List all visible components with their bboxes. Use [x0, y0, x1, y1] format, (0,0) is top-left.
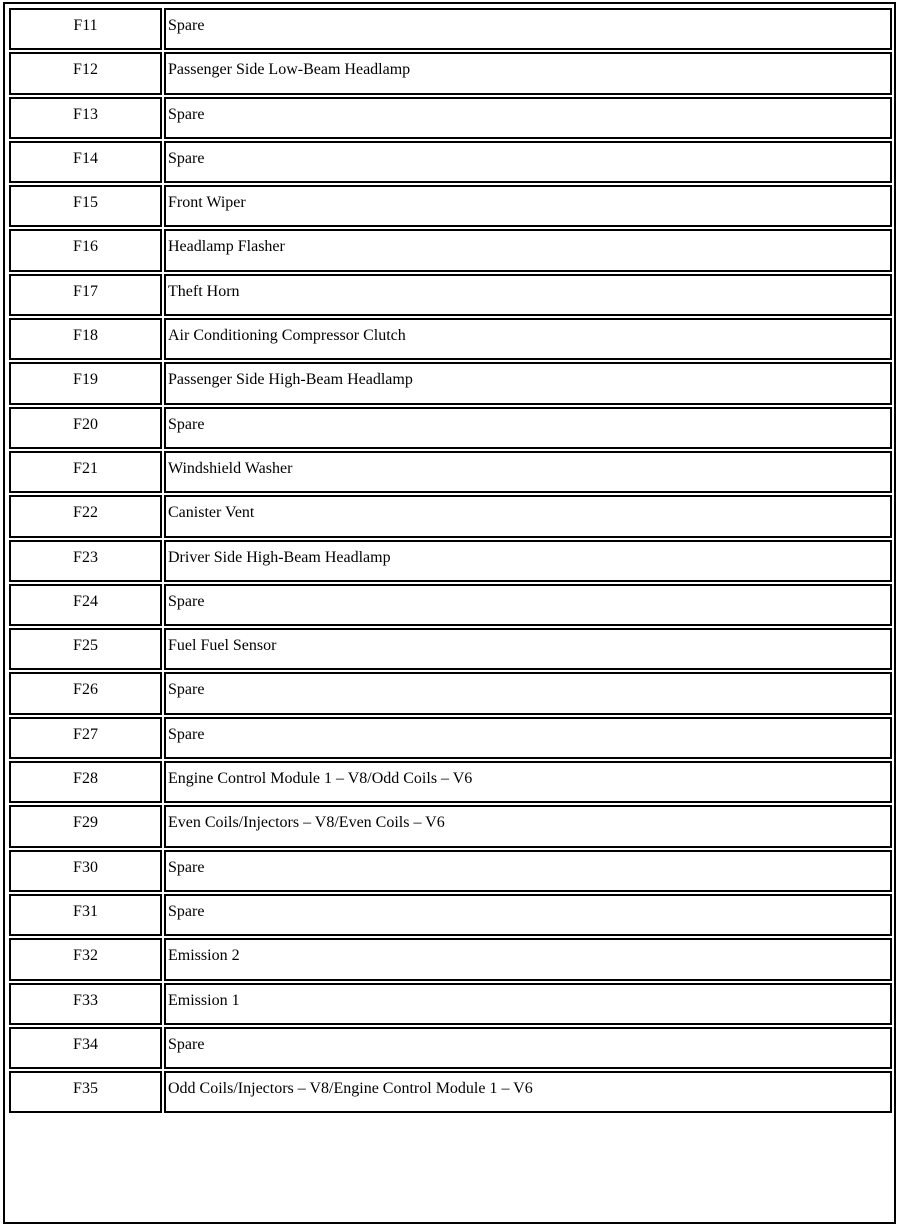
table-row: [9, 318, 892, 360]
table-row: [9, 584, 892, 626]
fuse-description-cell: Front Wiper: [164, 185, 892, 227]
table-row: [9, 451, 892, 493]
fuse-description-cell: Spare: [164, 407, 892, 449]
fuse-id-cell: F15: [9, 185, 162, 227]
table-row: [9, 97, 892, 139]
fuse-id-cell: F18: [9, 318, 162, 360]
table-row: [9, 938, 892, 980]
fuse-description-cell: Emission 1: [164, 983, 892, 1025]
fuse-id-cell: F17: [9, 274, 162, 316]
table-row: [9, 717, 892, 759]
table-row: [9, 628, 892, 670]
fuse-id-cell: F12: [9, 52, 162, 94]
fuse-id-cell: F31: [9, 894, 162, 936]
table-row: [9, 495, 892, 537]
table-row: [9, 672, 892, 714]
table-row: [9, 407, 892, 449]
fuse-description-cell: Fuel Fuel Sensor: [164, 628, 892, 670]
fuse-table-body: [9, 8, 892, 1113]
fuse-table-frame: [3, 2, 896, 1224]
table-row: [9, 8, 892, 50]
fuse-description-cell: Headlamp Flasher: [164, 229, 892, 271]
table-row: [9, 185, 892, 227]
fuse-description-cell: Passenger Side Low-Beam Headlamp: [164, 52, 892, 94]
fuse-description-cell: Theft Horn: [164, 274, 892, 316]
table-row: [9, 805, 892, 847]
fuse-table: [7, 6, 894, 1115]
table-row: [9, 1027, 892, 1069]
fuse-id-cell: F25: [9, 628, 162, 670]
fuse-description-cell: Spare: [164, 8, 892, 50]
fuse-id-cell: F22: [9, 495, 162, 537]
fuse-description-cell: Canister Vent: [164, 495, 892, 537]
fuse-id-cell: F20: [9, 407, 162, 449]
fuse-description-cell: Odd Coils/Injectors – V8/Engine Control Module 1 – V6: [164, 1071, 892, 1113]
table-row: [9, 52, 892, 94]
fuse-id-cell: F30: [9, 850, 162, 892]
fuse-id-cell: F14: [9, 141, 162, 183]
fuse-description-cell: Engine Control Module 1 – V8/Odd Coils – V6: [164, 761, 892, 803]
fuse-description-cell: Spare: [164, 717, 892, 759]
fuse-description-cell: Spare: [164, 850, 892, 892]
fuse-description-cell: Emission 2: [164, 938, 892, 980]
fuse-id-cell: F21: [9, 451, 162, 493]
fuse-id-cell: F16: [9, 229, 162, 271]
fuse-id-cell: F33: [9, 983, 162, 1025]
table-row: [9, 229, 892, 271]
fuse-description-cell: Spare: [164, 894, 892, 936]
table-row: [9, 761, 892, 803]
table-row: [9, 850, 892, 892]
fuse-id-cell: F24: [9, 584, 162, 626]
fuse-description-cell: Spare: [164, 1027, 892, 1069]
fuse-description-cell: Windshield Washer: [164, 451, 892, 493]
fuse-id-cell: F32: [9, 938, 162, 980]
fuse-id-cell: F35: [9, 1071, 162, 1113]
fuse-id-cell: F34: [9, 1027, 162, 1069]
table-row: [9, 540, 892, 582]
fuse-id-cell: F29: [9, 805, 162, 847]
fuse-description-cell: Driver Side High-Beam Headlamp: [164, 540, 892, 582]
fuse-id-cell: F19: [9, 362, 162, 404]
fuse-id-cell: F23: [9, 540, 162, 582]
fuse-description-cell: Passenger Side High-Beam Headlamp: [164, 362, 892, 404]
table-row: [9, 1071, 892, 1113]
fuse-description-cell: Spare: [164, 97, 892, 139]
fuse-id-cell: F13: [9, 97, 162, 139]
fuse-description-cell: Air Conditioning Compressor Clutch: [164, 318, 892, 360]
fuse-id-cell: F26: [9, 672, 162, 714]
table-row: [9, 274, 892, 316]
table-row: [9, 894, 892, 936]
table-row: [9, 362, 892, 404]
fuse-description-cell: Even Coils/Injectors – V8/Even Coils – V6: [164, 805, 892, 847]
fuse-id-cell: F27: [9, 717, 162, 759]
table-row: [9, 141, 892, 183]
fuse-description-cell: Spare: [164, 584, 892, 626]
fuse-id-cell: F28: [9, 761, 162, 803]
fuse-description-cell: Spare: [164, 141, 892, 183]
table-row: [9, 983, 892, 1025]
fuse-description-cell: Spare: [164, 672, 892, 714]
fuse-id-cell: F11: [9, 8, 162, 50]
